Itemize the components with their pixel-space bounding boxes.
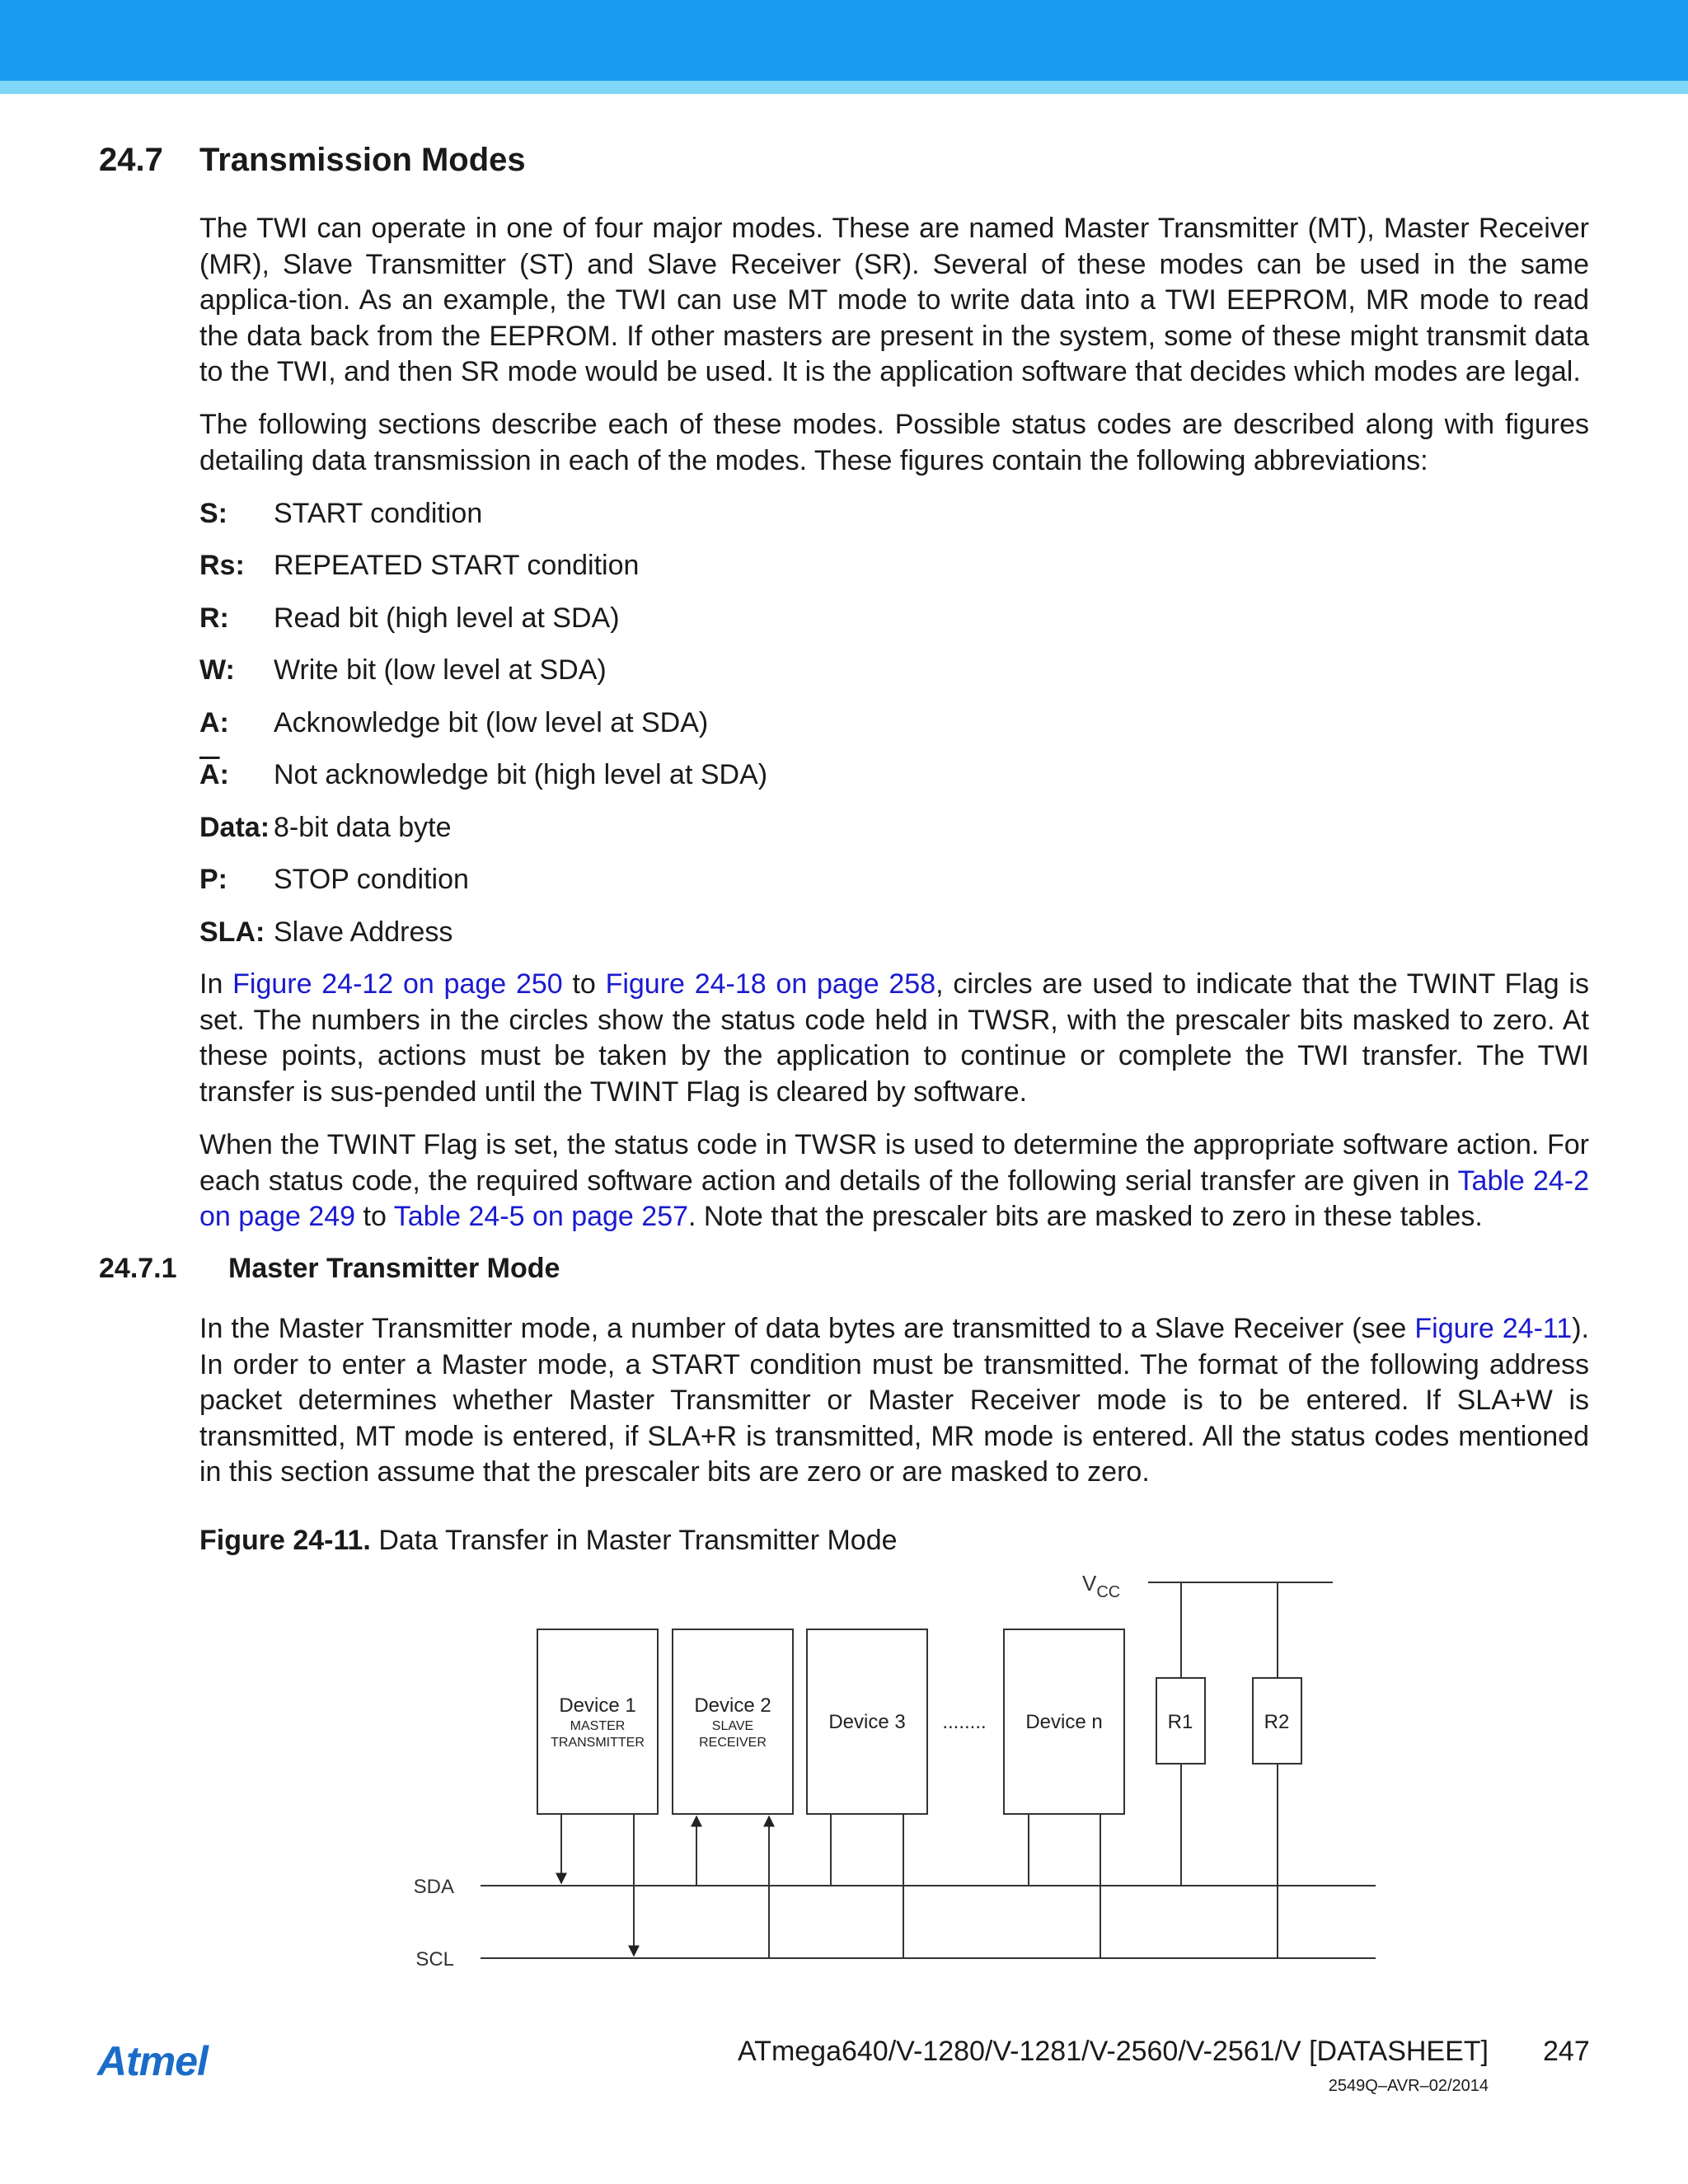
abbreviation-key: Rs: bbox=[199, 550, 245, 581]
figure-caption-text: Data Transfer in Master Transmitter Mode bbox=[370, 1525, 898, 1556]
abbreviation-key: R: bbox=[199, 602, 229, 634]
device-ellipsis: ........ bbox=[942, 1711, 987, 1733]
abbreviation-desc: Slave Address bbox=[274, 916, 453, 948]
link-table-24-5[interactable]: Table 24-5 on page 257 bbox=[393, 1201, 689, 1233]
footer-page-number: 247 bbox=[1543, 2036, 1590, 2067]
sda-label: SDA bbox=[413, 1876, 454, 1898]
device-n bbox=[1004, 1629, 1124, 1958]
device-n-name: Device n bbox=[1025, 1711, 1103, 1733]
abbreviation-desc: START condition bbox=[274, 498, 483, 529]
resistor-r2-label: R2 bbox=[1264, 1711, 1290, 1733]
abbreviation-desc: REPEATED START condition bbox=[274, 550, 640, 581]
abbreviation-key: SLA: bbox=[199, 916, 265, 948]
vcc-label: $V_{CC}$ bbox=[1082, 1571, 1121, 1601]
subsection-number: 24.7.1 bbox=[99, 1253, 177, 1284]
abbreviation-desc: Read bit (high level at SDA) bbox=[274, 602, 620, 634]
paragraph-master-transmitter: In the Master Transmitter mode, a number of data bytes are transmitted to a Slave Receiver (see Figure 24-11). In order to enter a Master mode, a START condition must be transmitted. The format of the following address packet determines whether Master Transmitter or Master Receiver mode is to be entered. If SLA+W is transmitted, MT mode is entered, if SLA+R is transmitted, MR mode is entered. All the status codes mentioned in this section assume that the prescaler bits are zero or are masked to zero. bbox=[199, 1313, 1589, 1488]
device-2-slave-receiver bbox=[673, 1629, 793, 1958]
figure-caption-label: Figure 24-11. bbox=[199, 1525, 371, 1556]
section-number: 24.7 bbox=[99, 142, 163, 178]
paragraph-modes-intro: The TWI can operate in one of four major modes. These are named Master Transmitter (MT), Master Receiver (MR), Slave Transmitter (ST) and Slave Receiver (SR). Several of these modes can be used in the same applica-tion. As an example, the TWI can use MT mode to write data into a TWI EEPROM, MR mode to read the data back from the EEPROM. If other masters are present in the system, some of these might transmit data to the TWI, and then SR mode would be used. It is the application software that decides which modes are legal. bbox=[199, 213, 1589, 388]
device-2-name: Device 2 bbox=[694, 1694, 771, 1717]
device-1-name: Device 1 bbox=[559, 1694, 636, 1717]
resistor-r2 bbox=[1253, 1582, 1301, 1958]
paragraph-twint-circles: In Figure 24-12 on page 250 to Figure 24-18 on page 258, circles are used to indicate that the TWINT Flag is set. The numbers in the circles show the status code held in TWSR, with the prescaler bits masked to zero. At these points, actions must be taken by the application to continue or complete the TWI transfer. The TWI transfer is sus-pended until the TWINT Flag is cleared by software. bbox=[199, 968, 1589, 1108]
abbreviation-desc: STOP condition bbox=[274, 864, 469, 895]
device-3 bbox=[807, 1629, 927, 1958]
resistor-r1-label: R1 bbox=[1167, 1711, 1193, 1733]
abbreviation-key: Data: bbox=[199, 812, 270, 843]
atmel-logo: Atmel bbox=[97, 2038, 208, 2084]
subsection-title: Master Transmitter Mode bbox=[228, 1253, 560, 1284]
paragraph-abbreviations-intro: The following sections describe each of these modes. Possible status codes are described along with figures detailing data transmission in each of the modes. These figures contain the following abbreviations: bbox=[199, 409, 1589, 476]
section-title: Transmission Modes bbox=[199, 142, 526, 178]
abbreviation-key: $\overline{A}$: bbox=[199, 759, 229, 790]
abbreviation-key: P: bbox=[199, 864, 227, 895]
device-1-role: TRANSMITTER bbox=[551, 1736, 645, 1750]
footer-document-code: 2549Q–AVR–02/2014 bbox=[1328, 2077, 1489, 2095]
footer-document-title: ATmega640/V-1280/V-1281/V-2560/V-2561/V [DATASHEET] bbox=[738, 2036, 1489, 2067]
abbreviation-key: S: bbox=[199, 498, 227, 529]
abbreviation-key: A: bbox=[199, 707, 229, 738]
device-1-role: MASTER bbox=[570, 1719, 626, 1733]
device-2-role: RECEIVER bbox=[699, 1736, 767, 1750]
device-3-name: Device 3 bbox=[828, 1711, 906, 1733]
link-figure-24-18[interactable]: Figure 24-18 on page 258 bbox=[605, 968, 936, 1000]
abbreviation-desc: Acknowledge bit (low level at SDA) bbox=[274, 707, 709, 738]
abbreviation-desc: Not acknowledge bit (high level at SDA) bbox=[274, 759, 768, 790]
paragraph-status-codes: When the TWINT Flag is set, the status code in TWSR is used to determine the appropriate software action. For each status code, the required software action and details of the following serial transfer are given in Table 24-2 on page 249 to Table 24-5 on page 257. Note that the prescaler bits are masked to zero in these tables. bbox=[199, 1129, 1589, 1233]
abbreviation-desc: Write bit (low level at SDA) bbox=[274, 654, 607, 686]
scl-label: SCL bbox=[415, 1948, 454, 1971]
device-1-master-transmitter bbox=[537, 1629, 658, 1956]
link-figure-24-11[interactable]: Figure 24-11 bbox=[1414, 1313, 1573, 1344]
abbreviation-key: W: bbox=[199, 654, 235, 686]
resistor-r1 bbox=[1156, 1582, 1205, 1886]
abbreviation-desc: 8-bit data byte bbox=[274, 812, 452, 843]
device-2-role: SLAVE bbox=[711, 1719, 754, 1733]
link-table-24-2[interactable]: Table 24-2 on page 249 bbox=[199, 1165, 1589, 1233]
link-figure-24-12[interactable]: Figure 24-12 on page 250 bbox=[232, 968, 563, 1000]
